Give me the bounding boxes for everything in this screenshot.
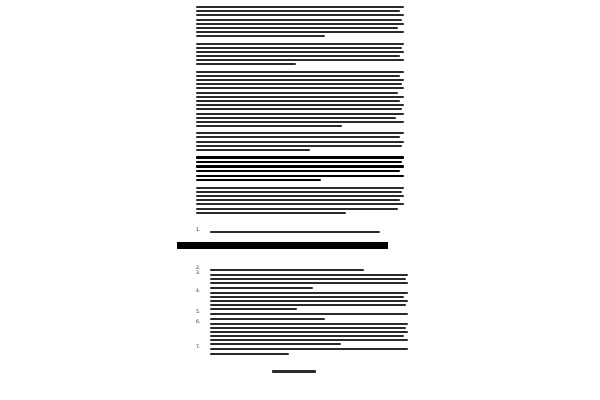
list-item-number: 2. (196, 266, 201, 271)
paragraph (196, 187, 404, 214)
list-item-number: 7. (196, 345, 201, 351)
list-item (196, 266, 408, 271)
list-item (196, 271, 408, 289)
list-item (196, 288, 408, 311)
paragraph (196, 132, 404, 151)
list-item-number: 4. (196, 288, 201, 294)
paragraph (196, 43, 404, 66)
paragraph (196, 6, 404, 37)
list-item-number: 5. (196, 310, 201, 316)
list-item (196, 345, 408, 354)
top-text-block (196, 6, 404, 216)
list-item (196, 319, 408, 346)
list-item (196, 310, 408, 319)
paragraph-bold (196, 156, 404, 181)
list-item-number: 3. (196, 271, 201, 276)
paragraph (196, 71, 404, 127)
list-item-number: 6. (196, 319, 201, 325)
signature (272, 370, 316, 373)
bottom-numbered-list (196, 266, 408, 358)
redaction-bar (177, 242, 388, 249)
list-item (196, 228, 408, 233)
list-item-number: 1. (196, 228, 201, 233)
top-numbered-list (196, 228, 408, 236)
